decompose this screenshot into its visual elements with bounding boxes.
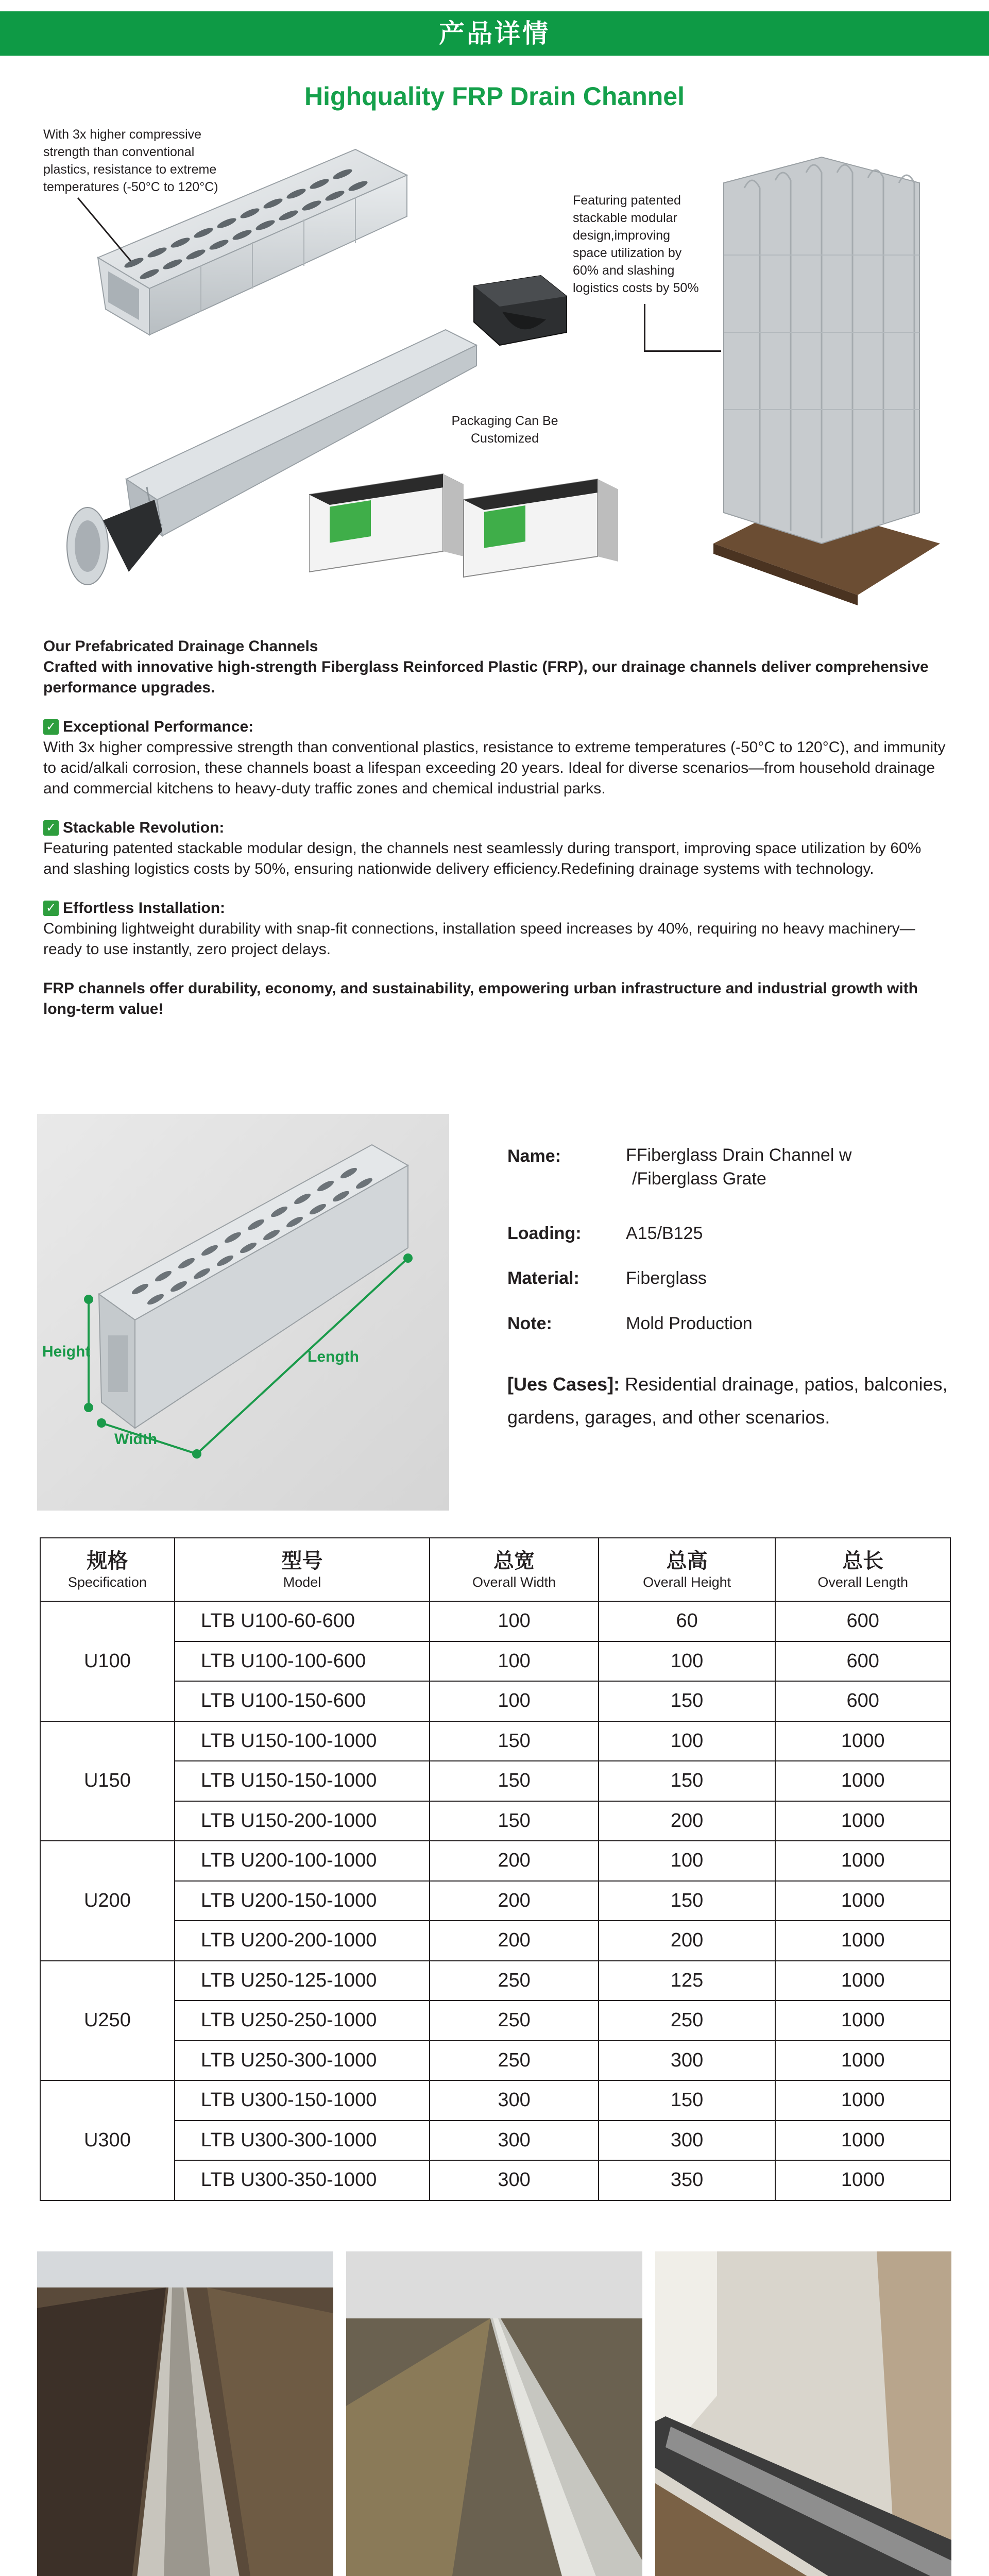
model-cell: LTB U150-200-1000 [175,1801,430,1841]
height-cell: 100 [599,1641,776,1682]
spec-table [40,1537,951,2201]
intro-closing: FRP channels offer durability, economy, and sustainability, empowering urban infrastructure and industrial growth with long-term value! [43,980,918,1018]
feature-performance [43,717,950,799]
width-cell: 150 [430,1801,599,1841]
height-cell: 300 [599,2041,776,2081]
model-cell: LTB U250-250-1000 [175,2001,430,2041]
packaging-cartons-illustration [309,453,628,582]
product-channel-render [37,1114,449,1511]
spec-cell: U250 [40,1961,175,2081]
intro-heading: Our Prefabricated Drainage Channels [43,638,318,655]
model-cell: LTB U250-125-1000 [175,1961,430,2001]
height-cell: 300 [599,2121,776,2161]
loading-value: A15/B125 [626,1224,703,1243]
hero-title: Highquality FRP Drain Channel [304,82,685,111]
length-cell: 1000 [775,1921,950,1961]
width-cell: 100 [430,1601,599,1641]
header-width: 总宽 Overall Width [430,1538,599,1601]
header-length: 总长 Overall Length [775,1538,950,1601]
height-cell: 200 [599,1801,776,1841]
width-cell: 150 [430,1721,599,1761]
length-cell: 1000 [775,1801,950,1841]
strength-callout: With 3x higher compressive strength than conventional plastics, resistance to extreme temperatures (-50°C to 120°C) [43,127,218,194]
table-row [40,1601,950,1641]
table-row [40,2001,950,2041]
feature-stackable [43,818,950,879]
width-cell: 100 [430,1641,599,1682]
model-cell: LTB U100-100-600 [175,1641,430,1682]
table-row [40,1841,950,1881]
height-cell: 150 [599,1881,776,1921]
name-value-line1: FFiberglass Drain Channel w [626,1145,852,1165]
table-row [40,1881,950,1921]
table-row [40,1721,950,1761]
model-cell: LTB U100-60-600 [175,1601,430,1641]
model-cell: LTB U100-150-600 [175,1681,430,1721]
height-cell: 100 [599,1721,776,1761]
height-cell: 250 [599,2001,776,2041]
use-cases-value: Residential drainage, patios, balconies, gardens, garages, and other scenarios. [507,1374,948,1428]
length-cell: 1000 [775,2080,950,2121]
length-cell: 600 [775,1601,950,1641]
model-cell: LTB U200-200-1000 [175,1921,430,1961]
length-cell: 1000 [775,1961,950,2001]
length-cell: 600 [775,1641,950,1682]
width-cell: 300 [430,2160,599,2200]
length-cell: 1000 [775,2121,950,2161]
length-cell: 1000 [775,2041,950,2081]
banner-title: 产品详情 [439,19,550,48]
end-cap-illustration [464,270,572,374]
table-row [40,1801,950,1841]
model-cell: LTB U200-150-1000 [175,1881,430,1921]
product-photo [37,1114,449,1511]
length-cell: 1000 [775,2001,950,2041]
dim-width-label: Width [114,1431,158,1448]
note-label: Note: [507,1314,552,1333]
width-cell: 250 [430,2041,599,2081]
intro-section [43,636,950,1020]
length-cell: 1000 [775,1721,950,1761]
length-cell: 1000 [775,1841,950,1881]
intro-lead: Crafted with innovative high-strength Fiberglass Reinforced Plastic (FRP), our drainage channels deliver comprehensive performance upgrades. [43,658,929,696]
feature-installation [43,898,950,960]
model-cell: LTB U200-100-1000 [175,1841,430,1881]
model-cell: LTB U300-300-1000 [175,2121,430,2161]
use-cases [507,1368,956,1434]
stackable-callout-leader [644,304,645,350]
height-cell: 350 [599,2160,776,2200]
feature-body: Combining lightweight durability with snap-fit connections, installation speed increases by 40%, requiring no heavy machinery—ready to use instantly, zero project delays. [43,920,915,958]
width-cell: 150 [430,1761,599,1801]
width-cell: 200 [430,1881,599,1921]
table-row [40,2121,950,2161]
name-label: Name: [507,1146,561,1166]
height-cell: 150 [599,2080,776,2121]
height-cell: 60 [599,1601,776,1641]
spec-cell: U150 [40,1721,175,1841]
table-row [40,1681,950,1721]
model-cell: LTB U300-150-1000 [175,2080,430,2121]
height-cell: 125 [599,1961,776,2001]
table-row [40,1761,950,1801]
feature-body: Featuring patented stackable modular design, the channels nest seamlessly during transport, improving space utilization by 60% and slashing logistics costs by 50%, ensuring nationwide delivery efficiency.Redefining drainage systems with technology. [43,840,922,877]
model-cell: LTB U250-300-1000 [175,2041,430,2081]
header-model: 型号 Model [175,1538,430,1601]
table-row [40,1921,950,1961]
site-photo-3 [655,2251,951,2576]
note-value: Mold Production [626,1314,753,1333]
stacked-channels-pallet-illustration [703,152,940,605]
header-spec: 规格 Specification [40,1538,175,1601]
checkmark-icon: ✓ [43,820,59,836]
height-cell: 200 [599,1921,776,1961]
table-row [40,2160,950,2200]
width-cell: 200 [430,1921,599,1961]
feature-title: Exceptional Performance: [63,718,254,735]
table-row [40,2041,950,2081]
height-cell: 150 [599,1761,776,1801]
stackable-callout: Featuring patented stackable modular design,improving space utilization by 60% and slashing logistics costs by 50% [573,193,699,295]
feature-title: Effortless Installation: [63,900,226,917]
height-cell: 100 [599,1841,776,1881]
spec-cell: U300 [40,2080,175,2200]
length-cell: 1000 [775,1881,950,1921]
model-cell: LTB U150-100-1000 [175,1721,430,1761]
length-cell: 1000 [775,1761,950,1801]
width-cell: 300 [430,2080,599,2121]
table-row [40,1961,950,2001]
height-cell: 150 [599,1681,776,1721]
use-cases-label: [Ues Cases]: [507,1374,620,1395]
dim-length-label: Length [308,1348,359,1365]
name-value-line2: /Fiberglass Grate [632,1169,766,1189]
length-cell: 1000 [775,2160,950,2200]
model-cell: LTB U300-350-1000 [175,2160,430,2200]
checkmark-icon: ✓ [43,901,59,916]
spec-cell: U200 [40,1841,175,1961]
width-cell: 200 [430,1841,599,1881]
length-cell: 600 [775,1681,950,1721]
material-label: Material: [507,1268,579,1288]
table-header-row [40,1538,950,1601]
table-row [40,2080,950,2121]
table-row [40,1641,950,1682]
dim-height-label: Height [42,1343,91,1360]
width-cell: 250 [430,1961,599,2001]
loading-label: Loading: [507,1224,582,1243]
site-photo-2 [346,2251,642,2576]
site-photo-1 [37,2251,333,2576]
model-cell: LTB U150-150-1000 [175,1761,430,1801]
material-value: Fiberglass [626,1268,707,1288]
width-cell: 300 [430,2121,599,2161]
header-height: 总高 Overall Height [599,1538,776,1601]
spec-cell: U100 [40,1601,175,1721]
feature-title: Stackable Revolution: [63,819,225,836]
feature-body: With 3x higher compressive strength than conventional plastics, resistance to extreme temperatures (-50°C to 120°C), and immunity to acid/alkali corrosion, these channels boast a lifespan exceeding 20 years. Ideal for diverse scenarios—from household drainage and commercial kitchens to heavy-duty traffic zones and chemical industrial parks. [43,739,946,797]
width-cell: 250 [430,2001,599,2041]
width-cell: 100 [430,1681,599,1721]
checkmark-icon: ✓ [43,719,59,735]
packaging-callout: Packaging Can Be Customized [451,414,558,446]
stackable-callout-leader-h [644,350,721,352]
outlet-fitting-illustration [52,489,170,592]
